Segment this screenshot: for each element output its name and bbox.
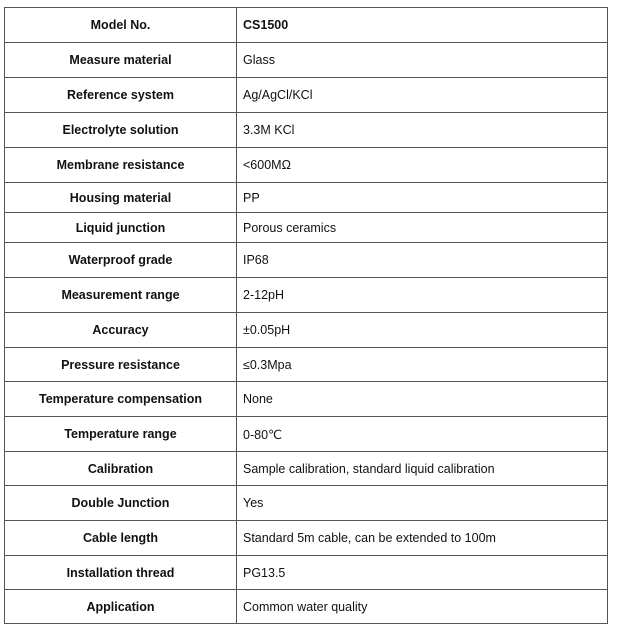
table-row [5, 313, 608, 348]
row-label: Calibration [5, 452, 237, 486]
row-value: Glass [237, 43, 608, 78]
table-row [5, 183, 608, 213]
table-row [5, 78, 608, 113]
row-value: Common water quality [237, 590, 608, 624]
row-value: Yes [237, 486, 608, 521]
row-value: ≤0.3Mpa [237, 348, 608, 382]
table-row [5, 556, 608, 590]
row-label: Measure material [5, 43, 237, 78]
row-value: 3.3M KCl [237, 113, 608, 148]
row-label: Liquid junction [5, 213, 237, 243]
row-label: Double Junction [5, 486, 237, 521]
row-value: Sample calibration, standard liquid calibration [237, 452, 608, 486]
table-row [5, 243, 608, 278]
row-value: IP68 [237, 243, 608, 278]
table-row [5, 452, 608, 486]
row-value: None [237, 382, 608, 417]
row-label: Electrolyte solution [5, 113, 237, 148]
row-label: Installation thread [5, 556, 237, 590]
table-row [5, 213, 608, 243]
table-row [5, 148, 608, 183]
table-row [5, 486, 608, 521]
model-label: Model No. [5, 8, 237, 43]
row-value: 0-80℃ [237, 417, 608, 452]
row-value: PG13.5 [237, 556, 608, 590]
row-label: Accuracy [5, 313, 237, 348]
row-value: 2-12pH [237, 278, 608, 313]
row-value: Porous ceramics [237, 213, 608, 243]
row-label: Measurement range [5, 278, 237, 313]
table-row [5, 348, 608, 382]
row-label: Temperature range [5, 417, 237, 452]
spec-table [4, 7, 608, 624]
table-row [5, 113, 608, 148]
row-value: Ag/AgCl/KCl [237, 78, 608, 113]
table-row [5, 590, 608, 624]
table-row [5, 278, 608, 313]
table-header-row [5, 8, 608, 43]
row-value: Standard 5m cable, can be extended to 100m [237, 521, 608, 556]
row-value: PP [237, 183, 608, 213]
row-value: ±0.05pH [237, 313, 608, 348]
row-value: <600MΩ [237, 148, 608, 183]
row-label: Temperature compensation [5, 382, 237, 417]
table-row [5, 382, 608, 417]
table-row [5, 43, 608, 78]
row-label: Waterproof grade [5, 243, 237, 278]
row-label: Reference system [5, 78, 237, 113]
row-label: Application [5, 590, 237, 624]
row-label: Pressure resistance [5, 348, 237, 382]
row-label: Membrane resistance [5, 148, 237, 183]
table-row [5, 521, 608, 556]
row-label: Cable length [5, 521, 237, 556]
model-value: CS1500 [237, 8, 608, 43]
row-label: Housing material [5, 183, 237, 213]
table-row [5, 417, 608, 452]
